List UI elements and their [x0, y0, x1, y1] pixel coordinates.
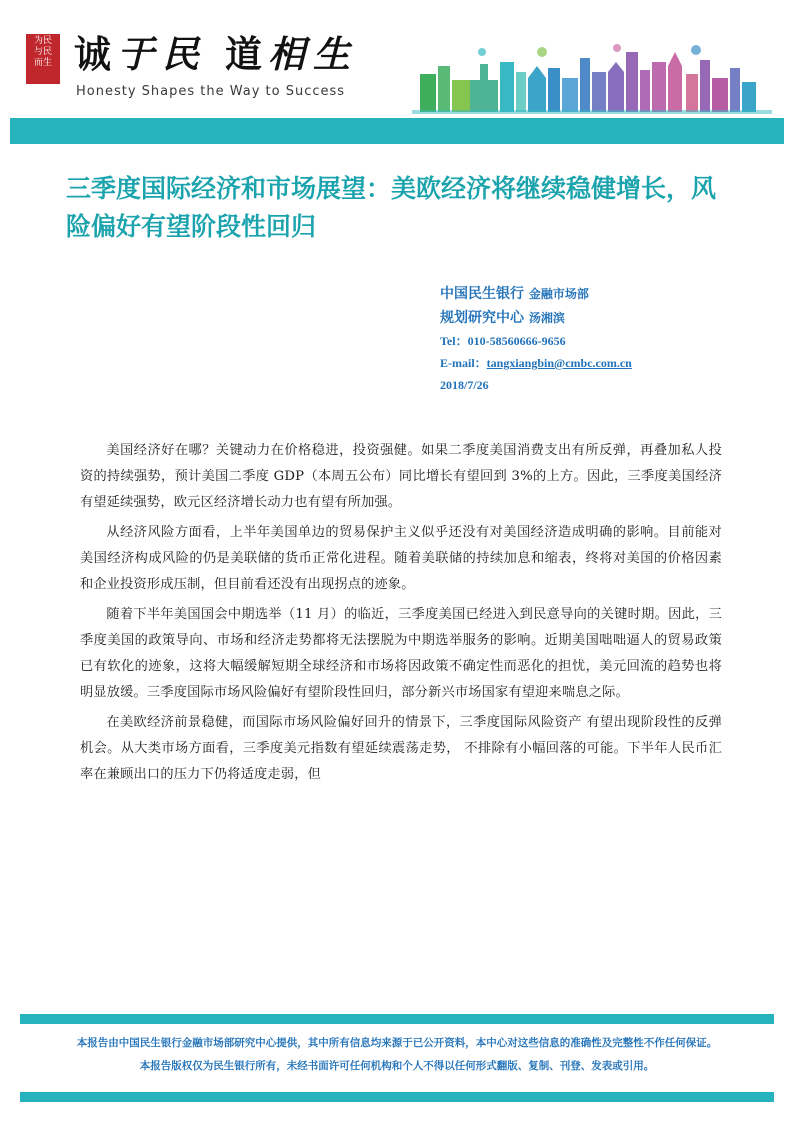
slogan-part-1: 诚 — [74, 32, 117, 76]
header-banner — [10, 10, 784, 118]
byline-date: 2018/7/26 — [440, 378, 489, 392]
footer — [20, 1014, 774, 1102]
tel-value: 010-58560666-9656 — [467, 334, 566, 348]
paragraph: 从经济风险方面看，上半年美国单边的贸易保护主义似乎还没有对美国经济造成明确的影响。目前能对美国经济构成风险的仍是美联储的货币正常化进程。随着美联储的持续加息和缩表，终将对美国的价格因素和企业投资形成压制，但目前看还没有出现拐点的迹象。 — [80, 525, 722, 592]
paragraph: 随着下半年美国国会中期选举（11 月）的临近，三季度美国已经进入到民意导向的关键时期。因此，三季度美国的政策导向、市场和经济走势都将无法摆脱为中期选举服务的影响。近期美国咄咄逼人的贸易政策已有软化的迹象，这将大幅缓解短期全球经济和市场将因政策不确定性而恶化的担忧，美元回流的趋势也将明显放缓。三季度国际市场风险偏好有望阶段性回归，部分新兴市场国家有望迎来喘息之际。 — [80, 607, 722, 700]
footer-disclaimer — [20, 1024, 774, 1092]
header-accent-bar — [10, 118, 784, 144]
byline-center: 规划研究中心 — [440, 310, 524, 326]
title-area — [10, 144, 784, 246]
email-link[interactable]: tangxiangbin@cmbc.com.cn — [486, 356, 632, 370]
byline-department: 金融市场部 — [528, 287, 589, 301]
byline-email — [440, 352, 784, 374]
slogan-part-3: 道 — [225, 32, 268, 76]
byline-organization — [440, 282, 784, 306]
byline-tel — [440, 330, 784, 352]
byline-center-line — [440, 306, 784, 330]
slogan-english: Honesty Shapes the Way to Success — [76, 84, 346, 99]
footer-line-1: 本报告由中国民生银行金融市场部研究中心提供，其中所有信息均来源于已公开资料，本中心对这些信息的准确性及完整性不作任何保证。 — [76, 1037, 718, 1049]
slogan-part-4: 相生 — [268, 32, 358, 76]
byline-author: 汤湘滨 — [528, 311, 565, 325]
page-title: 三季度国际经济和市场展望：美欧经济将继续稳健增长，风险偏好有望阶段性回归 — [66, 174, 717, 241]
paragraph: 美国经济好在哪？关键动力在价格稳进，投资强健。如果二季度美国消费支出有所反弹，再叠加私人投资的持续强势，预计美国二季度 GDP（本周五公布）同比增长有望回到 3%的上方。因此，三季度美国经济有望延续强势，欧元区经济增长动力也有望有所加强。 — [80, 443, 722, 510]
footer-top-accent-bar — [20, 1014, 774, 1024]
byline-org-name: 中国民生银行 — [440, 286, 524, 302]
email-label: E-mail： — [440, 356, 487, 370]
logo-line-3: 而生 — [33, 58, 52, 68]
city-skyline-icon — [412, 22, 772, 114]
slogan-part-2: 于民 — [117, 32, 207, 76]
slogan-chinese — [74, 24, 358, 78]
byline-block — [10, 282, 784, 396]
body-text — [10, 438, 784, 788]
paragraph: 在美欧经济前景稳健，而国际市场风险偏好回升的情景下，三季度国际风险资产 有望出现阶段性的反弹机会。从大类市场方面看，三季度美元指数有望延续震荡走势， 不排除有小幅回落的可能。下半年人民币汇率在兼顾出口的压力下仍将适度走弱，但 — [80, 715, 722, 782]
logo-line-2: 与民 — [33, 47, 52, 57]
cmbc-logo — [26, 34, 60, 84]
footer-line-2: 本报告版权仅为民生银行所有，未经书面许可任何机构和个人不得以任何形式翻版、复制、刊登、发表或引用。 — [139, 1060, 655, 1072]
footer-bottom-accent-bar — [20, 1092, 774, 1102]
tel-label: Tel： — [440, 334, 468, 348]
logo-line-1: 为民 — [33, 36, 52, 46]
